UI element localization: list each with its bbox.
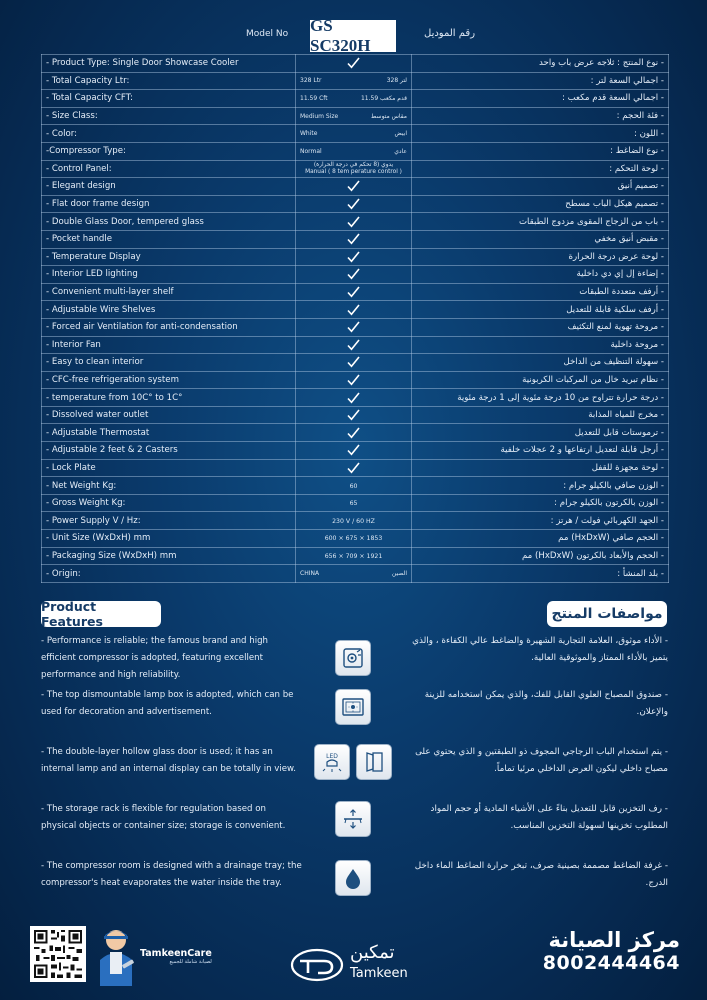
- feature-text-ar: - غرفة الضاغط مصممة بصينية صرف، تبخر حرارة الضاغط الماء داخل الدرج.: [414, 861, 668, 888]
- led-light-icon: [314, 744, 350, 780]
- spec-label-ar: - باب من الزجاج المقوى مزدوج الطبقات: [412, 213, 669, 231]
- spec-row: [42, 301, 669, 319]
- water-drop-icon: [335, 860, 371, 896]
- feature-text-ar: - رف التخزين قابل للتعديل بناءً على الأشياء المادية أو حجم المواد المطلوب تخزينها لسهولة التخزين المناسب.: [430, 804, 668, 831]
- spec-row: [42, 406, 669, 424]
- spec-label-ar: - اللون :: [412, 125, 669, 143]
- spec-row: [42, 512, 669, 530]
- spec-table: [41, 54, 669, 583]
- spec-label-ar: - اجمالي السعة قدم مكعب :: [412, 90, 669, 108]
- spec-label-ar: - أرجل قابلة لتعديل ارتفاعها و 2 عجلات خلفية: [412, 442, 669, 460]
- features-title-ar: مواصفات المنتج: [547, 601, 667, 627]
- tamkeen-brand-logo: [290, 942, 440, 986]
- brand-name-en: Tamkeen: [350, 966, 408, 981]
- checkmark-icon: [347, 180, 360, 192]
- spec-label-ar: - ترموستات قابل للتعديل: [412, 424, 669, 442]
- spec-value-en: 11.59 Cft: [300, 94, 328, 102]
- spec-row: [42, 389, 669, 407]
- spec-label-ar: - الحجم والأبعاد بالكرتون (HxDxW) مم: [412, 547, 669, 565]
- spec-value-en: Manual ( 8 tem perature control ): [305, 168, 402, 175]
- spec-label-en: - Adjustable Wire Shelves: [42, 301, 296, 319]
- spec-value-cell: [296, 230, 412, 248]
- qr-code[interactable]: [30, 926, 86, 982]
- spec-value: 656 × 709 × 1921: [324, 552, 383, 560]
- compressor-gear-icon: [335, 640, 371, 676]
- spec-label-ar: - مقبض أنيق مخفي: [412, 230, 669, 248]
- spec-row: [42, 178, 669, 196]
- checkmark-icon: [347, 427, 360, 439]
- spec-label-en: - CFC-free refrigeration system: [42, 371, 296, 389]
- spec-row: [42, 213, 669, 231]
- spec-row: [42, 494, 669, 512]
- spec-label-en: - Flat door frame design: [42, 195, 296, 213]
- tamkeen-care-tagline: لصيانة شاملة للجميع: [169, 959, 212, 965]
- spec-label-en: - Elegant design: [42, 178, 296, 196]
- checkmark-icon: [347, 339, 360, 351]
- tamkeen-care-name: TamkeenCare: [140, 948, 212, 959]
- spec-value-cell: [296, 318, 412, 336]
- spec-label-en: - Dissolved water outlet: [42, 406, 296, 424]
- spec-value-cell: [296, 213, 412, 231]
- spec-label-en: - Interior LED lighting: [42, 266, 296, 284]
- spec-row: [42, 125, 669, 143]
- spec-value-cell: [296, 195, 412, 213]
- spec-label-en: - Color:: [42, 125, 296, 143]
- spec-value: 230 V / 60 HZ: [332, 517, 375, 525]
- spec-value-cell: [296, 354, 412, 372]
- spec-row: [42, 55, 669, 73]
- checkmark-icon: [347, 374, 360, 386]
- spec-value-cell: [296, 547, 412, 565]
- lamp-box-icon: [335, 689, 371, 725]
- tamkeen-care-logo: [140, 948, 212, 965]
- spec-label-en: - Gross Weight Kg:: [42, 494, 296, 512]
- spec-value-en: White: [300, 130, 318, 138]
- checkmark-icon: [347, 321, 360, 333]
- spec-row: [42, 283, 669, 301]
- model-number-badge: GS SC320H: [310, 20, 396, 52]
- spec-value-en: 328 Ltr: [300, 77, 322, 85]
- feature-text-ar: - الأداء موثوق، العلامة التجارية الشهيرة والضاغط عالي الكفاءة ، والذي يتميز بالأداء الممتاز والموثوقية العالية.: [412, 636, 668, 663]
- service-center: [540, 928, 680, 974]
- feature-text-en: - The double-layer hollow glass door is used; it has an internal lamp and an internal display can be totally in view.: [41, 747, 297, 774]
- spec-value: 65: [349, 500, 358, 508]
- spec-row: [42, 442, 669, 460]
- spec-row: [42, 318, 669, 336]
- checkmark-icon: [347, 216, 360, 228]
- spec-label-en: - Net Weight Kg:: [42, 477, 296, 495]
- checkmark-icon: [347, 233, 360, 245]
- model-label-en: Model No: [246, 29, 289, 39]
- led-label: LED: [326, 753, 338, 760]
- feature-text-en: - The storage rack is flexible for regulation based on physical objects or container size; storage is convenient.: [41, 804, 286, 831]
- spec-value-cell: [296, 565, 412, 583]
- spec-row: [42, 72, 669, 90]
- spec-value-ar: الصين: [391, 570, 407, 578]
- glass-door-icon: [356, 744, 392, 780]
- checkmark-icon: [347, 444, 360, 456]
- spec-label-en: - Product Type: Single Door Showcase Cooler: [42, 55, 296, 73]
- spec-label-ar: - لوحة عرض درجة الحرارة: [412, 248, 669, 266]
- spec-value-cell: [296, 248, 412, 266]
- spec-label-ar: - نوع المنتج : ثلاجه عرض باب واحد: [412, 55, 669, 73]
- spec-value-cell: [296, 424, 412, 442]
- spec-label-en: - Convenient multi-layer shelf: [42, 283, 296, 301]
- feature-text-ar: - يتم استخدام الباب الزجاجي المجوف ذو الطبقتين و الذي يحتوي على مصباح داخلي ليكون العرض الداخلي مرئيا تماماً.: [415, 747, 668, 774]
- spec-value-cell: [296, 142, 412, 160]
- spec-label-ar: - مروحة تهوية لمنع التكثيف: [412, 318, 669, 336]
- spec-row: [42, 477, 669, 495]
- spec-value-cell: [296, 477, 412, 495]
- footer: [0, 918, 707, 1000]
- spec-label-en: - Double Glass Door, tempered glass: [42, 213, 296, 231]
- spec-label-en: - Adjustable Thermostat: [42, 424, 296, 442]
- spec-row: [42, 530, 669, 548]
- spec-label-ar: - مروحة داخلية: [412, 336, 669, 354]
- spec-label-en: - Easy to clean interior: [42, 354, 296, 372]
- spec-label-en: - Total Capacity Ltr:: [42, 72, 296, 90]
- checkmark-icon: [347, 304, 360, 316]
- spec-value-ar: 11.59 قدم مكعب: [360, 94, 407, 102]
- checkmark-icon: [347, 356, 360, 368]
- spec-row: [42, 142, 669, 160]
- spec-value-ar: عادي: [394, 147, 407, 155]
- spec-value-cell: [296, 72, 412, 90]
- features-title-en: Product Features: [41, 601, 161, 627]
- feature-text-en: - The top dismountable lamp box is adopted, which can be used for decoration and advertisement.: [41, 690, 294, 717]
- spec-row: [42, 90, 669, 108]
- spec-label-ar: - اجمالي السعة لتر :: [412, 72, 669, 90]
- spec-label-ar: - الوزن صافي بالكيلو جرام :: [412, 477, 669, 495]
- spec-value-en: Medium Size: [300, 112, 339, 120]
- model-label-ar: رقم الموديل: [424, 28, 476, 39]
- spec-label-ar: - نظام تبريد خال من المركبات الكربونية: [412, 371, 669, 389]
- spec-label-en: - Forced air Ventilation for anti-condensation: [42, 318, 296, 336]
- brand-name-ar: تمكين: [350, 942, 395, 963]
- spec-row: [42, 107, 669, 125]
- spec-row: [42, 459, 669, 477]
- spec-label-en: - Control Panel:: [42, 160, 296, 178]
- spec-row: [42, 565, 669, 583]
- spec-label-en: - Lock Plate: [42, 459, 296, 477]
- service-center-label: مركز الصيانة: [548, 928, 680, 952]
- spec-value-cell: [296, 442, 412, 460]
- spec-value-ar: ابيض: [394, 130, 407, 138]
- checkmark-icon: [347, 268, 360, 280]
- spec-value-cell: [296, 530, 412, 548]
- spec-value-cell: [296, 301, 412, 319]
- feature-text-en: - The compressor room is designed with a drainage tray; the compressor's heat evaporates the water inside the tray.: [41, 861, 302, 888]
- spec-label-en: - Pocket handle: [42, 230, 296, 248]
- spec-label-ar: - بلد المنشأ :: [412, 565, 669, 583]
- spec-row: [42, 354, 669, 372]
- spec-label-ar: - الوزن بالكرتون بالكيلو جرام :: [412, 494, 669, 512]
- spec-value-cell: [296, 459, 412, 477]
- spec-value-cell: [296, 266, 412, 284]
- spec-value-cell: [296, 389, 412, 407]
- spec-value-cell: [296, 55, 412, 73]
- spec-value-cell: [296, 371, 412, 389]
- checkmark-icon: [347, 286, 360, 298]
- spec-value-ar: 328 لتر: [386, 77, 407, 85]
- spec-value-cell: [296, 90, 412, 108]
- spec-value-cell: [296, 283, 412, 301]
- spec-label-ar: - الجهد الكهربائي فولت / هرتز :: [412, 512, 669, 530]
- spec-label-ar: - تصميم أنيق: [412, 178, 669, 196]
- spec-label-en: - temperature from 10C° to 1C°: [42, 389, 296, 407]
- spec-label-en: - Adjustable 2 feet & 2 Casters: [42, 442, 296, 460]
- spec-value-cell: [296, 178, 412, 196]
- checkmark-icon: [347, 251, 360, 263]
- spec-label-en: - Total Capacity CFT:: [42, 90, 296, 108]
- model-header: [0, 16, 707, 55]
- spec-value-cell: [296, 512, 412, 530]
- spec-label-ar: - مخرج للمياه المذابة: [412, 406, 669, 424]
- spec-row: [42, 195, 669, 213]
- service-phone-number[interactable]: 8002444464: [542, 952, 680, 974]
- spec-label-en: - Temperature Display: [42, 248, 296, 266]
- spec-label-en: - Power Supply V / Hz:: [42, 512, 296, 530]
- spec-row: [42, 424, 669, 442]
- spec-label-ar: - لوحة التحكم :: [412, 160, 669, 178]
- spec-value: 600 × 675 × 1853: [324, 535, 383, 543]
- tamkeen-mark-icon: [290, 948, 344, 982]
- spec-label-en: - Size Class:: [42, 107, 296, 125]
- spec-label-en: - Interior Fan: [42, 336, 296, 354]
- spec-row: [42, 160, 669, 178]
- adjustable-shelf-icon: [335, 801, 371, 837]
- feature-text-en: - Performance is reliable; the famous brand and high efficient compressor is adopted, featuring excellent performance and high reliability.: [41, 636, 268, 680]
- feature-text-ar: - صندوق المصباح العلوي القابل للفك، والذي يمكن استخدامه للزينة والإعلان.: [424, 690, 668, 717]
- spec-value-cell: [296, 107, 412, 125]
- spec-value-en: Normal: [300, 147, 322, 155]
- spec-row: [42, 248, 669, 266]
- spec-label-ar: - الحجم صافي (HxDxW) مم: [412, 530, 669, 548]
- spec-value-cell: [296, 494, 412, 512]
- checkmark-icon: [347, 57, 360, 69]
- checkmark-icon: [347, 409, 360, 421]
- spec-label-ar: - تصميم هيكل الباب مسطح: [412, 195, 669, 213]
- spec-label-en: -Compressor Type:: [42, 142, 296, 160]
- spec-value-ar: يدوي (8 تحكم في درجة الحرارة): [313, 162, 394, 169]
- spec-value-cell: [296, 160, 412, 178]
- spec-label-ar: - أرفف متعددة الطبقات: [412, 283, 669, 301]
- spec-value-cell: [296, 406, 412, 424]
- spec-label-ar: - فئة الحجم :: [412, 107, 669, 125]
- spec-label-en: - Origin:: [42, 565, 296, 583]
- spec-label-en: - Packaging Size (WxDxH) mm: [42, 547, 296, 565]
- spec-value-ar: مقاس متوسط: [370, 112, 407, 120]
- checkmark-icon: [347, 392, 360, 404]
- technician-mascot: [92, 924, 140, 988]
- spec-value-en: CHINA: [300, 570, 320, 578]
- spec-value-cell: [296, 336, 412, 354]
- spec-row: [42, 371, 669, 389]
- spec-label-ar: - سهولة التنظيف من الداخل: [412, 354, 669, 372]
- spec-label-ar: - لوحة مجهزة للقفل: [412, 459, 669, 477]
- checkmark-icon: [347, 198, 360, 210]
- spec-row: [42, 230, 669, 248]
- spec-label-ar: - درجة حرارة تتراوح من 10 درجة مئوية إلى 1 درجة مئوية: [412, 389, 669, 407]
- spec-label-ar: - نوع الضاغط :: [412, 142, 669, 160]
- spec-label-en: - Unit Size (WxDxH) mm: [42, 530, 296, 548]
- spec-row: [42, 266, 669, 284]
- spec-value-cell: [296, 125, 412, 143]
- spec-value: 60: [349, 482, 358, 490]
- spec-label-ar: - إضاءة إل إي دي داخلية: [412, 266, 669, 284]
- checkmark-icon: [347, 462, 360, 474]
- spec-row: [42, 336, 669, 354]
- spec-row: [42, 547, 669, 565]
- spec-label-ar: - أرفف سلكية قابلة للتعديل: [412, 301, 669, 319]
